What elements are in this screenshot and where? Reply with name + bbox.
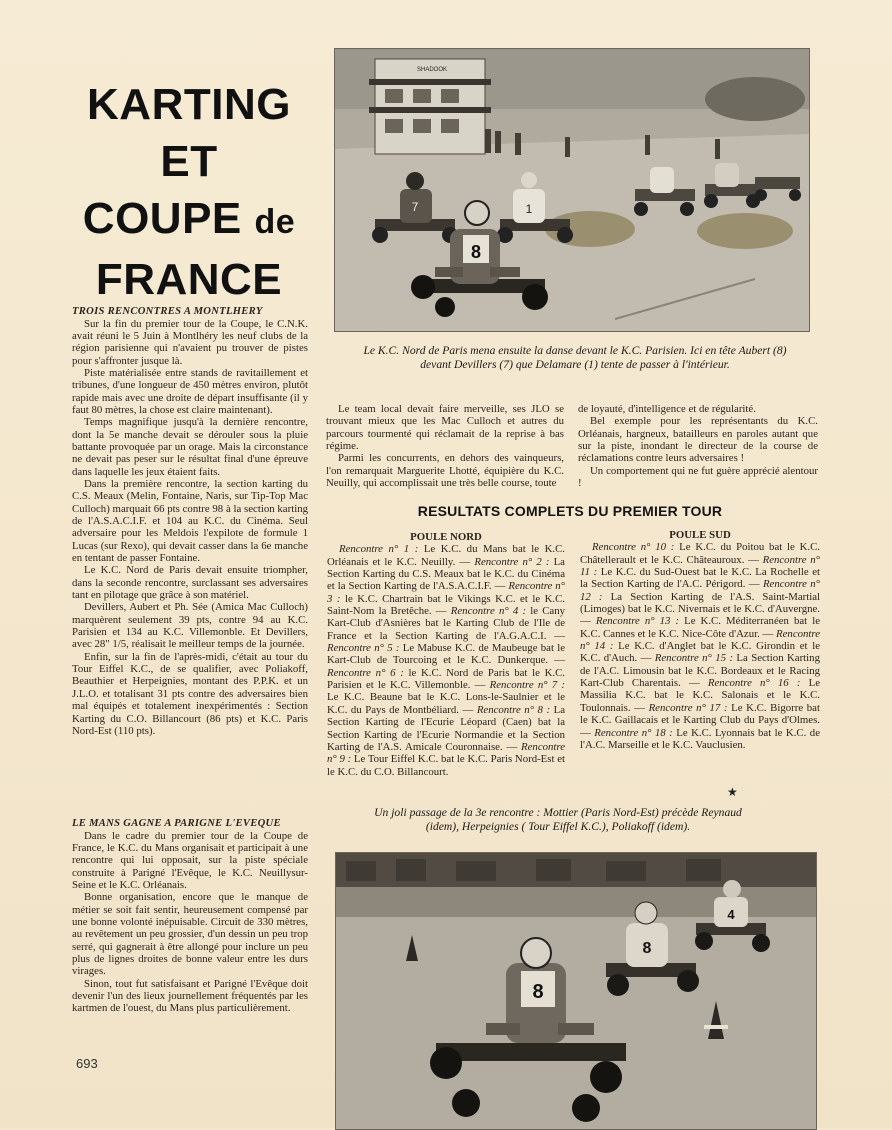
kart-number: 8 <box>532 981 544 1003</box>
rencontre-label: Rencontre n° 18 : <box>594 726 673 739</box>
kart-number: 8 <box>470 242 482 262</box>
rencontre-label: Rencontre n° 3 : <box>327 580 565 605</box>
paragraph: Sinon, tout fut satisfaisant et Parigné l'Evêque doit devenir l'un des lieux journellement fréquentés par les kartmen de l'ouest, du Mans plus particulièrement. <box>72 977 308 1015</box>
rencontre-label: Rencontre n° 12 : <box>580 578 821 603</box>
paragraph: Bonne organisation, encore que le manque de métier se soit fait sentir, heureusement compensé par une bonne volonté inépuisable. Circuit de 330 mètres, au revêtement un peu grossier, d'un dessin un peu trop serré, qui gagnerait à être allongé pour inclure un peu plus de lignes droites de bonne valeur entre les durs virages. <box>72 891 308 978</box>
kart-number: 1 <box>525 202 533 216</box>
rencontre-result: Le Mabuse K.C. de Maubeuge bat le Kart-Club de Tourcoing et le K.C. Dunkerque. — <box>327 642 566 667</box>
paragraph: Parmi les concurrents, en dehors des vainqueurs, l'on remarquait Marguerite Lhotté, équipière du K.C. Neuilly, qui accomplissait une très belle course, toute <box>326 452 564 490</box>
photo1-caption: Le K.C. Nord de Paris mena ensuite la danse devant le K.C. Parisien. Ici en tête Aubert (8) devant Devillers (7) que Delamare (1) tente de passer à l'intérieur. <box>363 344 787 371</box>
rencontre-label: Rencontre n° 4 : <box>450 605 527 618</box>
rencontre-result: Le Tour Eiffel K.C. bat le K.C. Paris Nord-Est et le K.C. du C.O. Billancourt. <box>327 753 566 778</box>
page-number: 693 <box>76 1056 98 1071</box>
photo2-caption: Un joli passage de la 3e rencontre : Mottier (Paris Nord-Est) précède Reynaud (idem), Herpeignies ( Tour Eiffel K.C.), Poliakoff (idem). <box>374 806 742 833</box>
paragraph: Devillers, Aubert et Ph. Sée (Amica Mac Culloch) marquèrent seulement 39 pts, contre 94 au K.C. Parisien et 134 au K.C. Villemonble. Et Devillers, avec 28" 1/5, réalisait le meilleur temps de la journée. <box>72 601 308 651</box>
results-sud-text <box>580 541 820 751</box>
rencontre-label: Rencontre n° 8 : <box>476 703 551 716</box>
rencontre-label: Rencontre n° 14 : <box>580 627 820 653</box>
rencontre-result: Le K.C. d'Anglet bat le K.C. Girondin et le K.C. d'Auch. — <box>580 640 820 665</box>
title-line-3b: de <box>254 203 296 241</box>
rencontre-result: La Section Karting du C.S. Meaux bat le K.C. du Cinéma et la Section Karting de l'A.S.A.C.I.F. — <box>327 555 565 593</box>
paragraph: Dans la première rencontre, la section karting du C.S. Meaux (Melin, Fontaine, Naris, sur Tip-Top Mac Culloch) marquait 66 pts contre 98 à la section karting de l'A.S.A.C.I.F. et 104 au K.C. du Cinéma. Seul adversaire pour les Meldois l'expilote de formule 1 Lucas (sur Rexo), qui devait casser dans la 6e manche en tentant de passer Fontaine. <box>72 477 308 565</box>
rencontre-result: Le K.C. Méditerranéen bat le K.C. Cannes et le K.C. Nice-Côte d'Azur. — <box>580 615 820 640</box>
rencontre-label: Rencontre n° 1 : <box>339 543 419 556</box>
title-line-3 <box>60 190 318 251</box>
article-column-middle <box>326 403 564 489</box>
paragraph: Dans le cadre du premier tour de la Coupe de France, le K.C. du Mans organisait et participait à une rencontre qui lui opposait, sur la piste spéciale construite à Parigné l'Evêque, le K.C. Neuillysur-Seine et le K.C. Orléanais. <box>72 829 308 891</box>
rencontre-label: Rencontre n° 10 : <box>592 541 675 554</box>
rencontre-result: le K.C. Chartrain bat le Vikings K.C. et le K.C. Saint-Nom la Bretêche. — <box>327 592 565 618</box>
article-column-left-top <box>72 306 308 737</box>
results-poule-nord <box>327 531 565 778</box>
paragraph: de loyauté, d'intelligence et de régularité. <box>578 403 756 415</box>
rencontre-label: Rencontre n° 11 : <box>580 553 820 579</box>
article-title <box>60 76 318 308</box>
rencontre-result: Le K.C. Beaune bat le K.C. Lons-le-Saulnier et le K.C. du Pays de Montbéliard. — <box>327 691 565 716</box>
rencontre-result: La Section Karting de l'A.S. Saint-Martial (Limoges) bat le K.C. Nivernais et le K.C. d'Auvergne. — <box>580 590 820 628</box>
rencontre-label: Rencontre n° 7 : <box>489 679 565 692</box>
poule-heading: POULE NORD <box>410 531 482 543</box>
rencontre-result: Le K.C. Lyonnais bat le K.C. de l'A.C. Marseille et le K.C. Vauclusien. <box>580 726 820 751</box>
section-subhead: TROIS RENCONTRES A MONTLHERY <box>72 306 263 317</box>
results-poule-sud <box>580 529 820 751</box>
rencontre-result: Le K.C. du Poitou bat le K.C. Châtellerault et le K.C. Châteauroux. — <box>580 541 820 566</box>
rencontre-label: Rencontre n° 17 : <box>648 701 728 714</box>
rencontre-label: Rencontre n° 16 : <box>707 677 801 690</box>
rencontre-result: Le K.C. du Mans bat le K.C. Orléanais et le K.C. Neuilly. — <box>327 543 565 568</box>
rencontre-label: Rencontre n° 13 : <box>595 615 680 628</box>
section-subhead: LE MANS GAGNE A PARIGNE L'EVEQUE <box>72 818 281 829</box>
rencontre-label: Rencontre n° 2 : <box>474 555 550 568</box>
results-heading: RESULTATS COMPLETS DU PREMIER TOUR <box>417 503 723 519</box>
paragraph: Le team local devait faire merveille, ses JLO se trouvant mieux que les Mac Culloch et autres du parcours tourmenté qui réclamait de la reprise à bas régime. <box>326 403 564 453</box>
paragraph: Sur la fin du premier tour de la Coupe, le C.N.K. avait réuni le 5 Juin à Montlhéry les neuf clubs de la région parisienne qui n'avaient pu trouver de pistes pour s'affronter jusque là. <box>72 317 308 367</box>
rencontre-label: Rencontre n° 5 : <box>327 642 400 655</box>
star-ornament: ★ <box>727 785 738 799</box>
kart-number: 8 <box>642 940 652 957</box>
results-nord-text <box>327 543 565 778</box>
building-sign: SHADOOK <box>417 67 448 73</box>
rencontre-result: Le K.C. du Sud-Ouest bat le K.C. La Rochelle et la Section Karting de l'A.C. Périgord. — <box>580 566 821 591</box>
photo-karts-montlhery <box>334 48 810 332</box>
poule-heading: POULE SUD <box>669 529 731 541</box>
rencontre-result: le Cany Kart-Club d'Asnières bat le Karting Club de l'Ile de France et la Section Karting de l'A.G.A.C.I. — <box>327 605 566 642</box>
paragraph: Le K.C. Nord de Paris devait ensuite triompher, dans la seconde rencontre, surclassant ses adversaires tant en pilotage que grâce à son matériel. <box>72 564 308 602</box>
title-line-3a: COUPE <box>82 194 242 243</box>
rencontre-result: Le Massilia K.C. bat le K.C. Salonais et le K.C. Toulonnais. — <box>580 677 820 714</box>
photo-karts-passage <box>335 852 817 1130</box>
title-line-2: ET <box>160 137 218 186</box>
rencontre-label: Rencontre n° 9 : <box>327 740 565 766</box>
article-column-right <box>578 403 818 489</box>
rencontre-result: Le K.C. Bigorre bat le K.C. Gaillacais et le Karting Club du Pays d'Olmes. — <box>580 701 820 739</box>
photo-karts-montlhery-image <box>335 49 809 331</box>
kart-number: 7 <box>411 200 419 214</box>
title-line-1: KARTING <box>87 80 291 129</box>
kart-number: 4 <box>727 907 735 922</box>
rencontre-label: Rencontre n° 15 : <box>654 652 734 665</box>
paragraph: Un comportement qui ne fut guère apprécié alentour ! <box>578 464 818 490</box>
article-column-left-bottom <box>72 818 308 1015</box>
rencontre-result: La Section Karting de l'Ecurie Léopard (Caen) bat la Section Karting de l'Ecurie Normandie et la Section Karting de l'A.S. Amicale Couronnaise. — <box>327 703 565 753</box>
rencontre-label: Rencontre n° 6 : <box>327 666 404 679</box>
paragraph: Bel exemple pour les représentants du K.C. Orléanais, hargneux, batailleurs en paroles autant que sur la piste, inondant le directeur de la course de réclamations contre leurs adversaires ! <box>578 415 818 465</box>
rencontre-result: le K.C. Nord de Paris bat le K.C. Parisien et le K.C. Villemonble. — <box>327 666 565 692</box>
paragraph: Temps magnifique jusqu'à la dernière rencontre, dont la 5e manche devait se dérouler sous la pluie battante provoquée par un orage. Mais la circonstance ne devait pas peser sur le résultat final d'une épreuve dans laquelle les jeux étaient faits. <box>72 416 308 478</box>
photo-karts-passage-image <box>336 853 816 1129</box>
rencontre-result: La Section Karting de l'A.C. Limousin bat le K.C. Bordeaux et le Racing Kart-Club Charentais. — <box>580 652 820 690</box>
paragraph: Piste matérialisée entre stands de ravitaillement et tribunes, d'une longueur de 450 mètres environ, plutôt rapide mais avec une droite de départ insuffisante (il y faut 80 mètres, la chose est claire maintenant). <box>72 366 308 416</box>
title-line-4: FRANCE <box>95 255 283 304</box>
paragraph: Enfin, sur la fin de l'après-midi, c'était au tour du Tour Eiffel K.C., de se qualifier, avec Poliakoff, Beauthier et Herpeignies, montant des P.P.K. et un J.L.O. et totalisant 31 pts contre des adversaires bien mal équipés et totalement inexpérimentés : Section Karting du C.O. Billancourt (86 pts) et K.C. Paris Nord-Est (110 pts). <box>72 650 308 737</box>
